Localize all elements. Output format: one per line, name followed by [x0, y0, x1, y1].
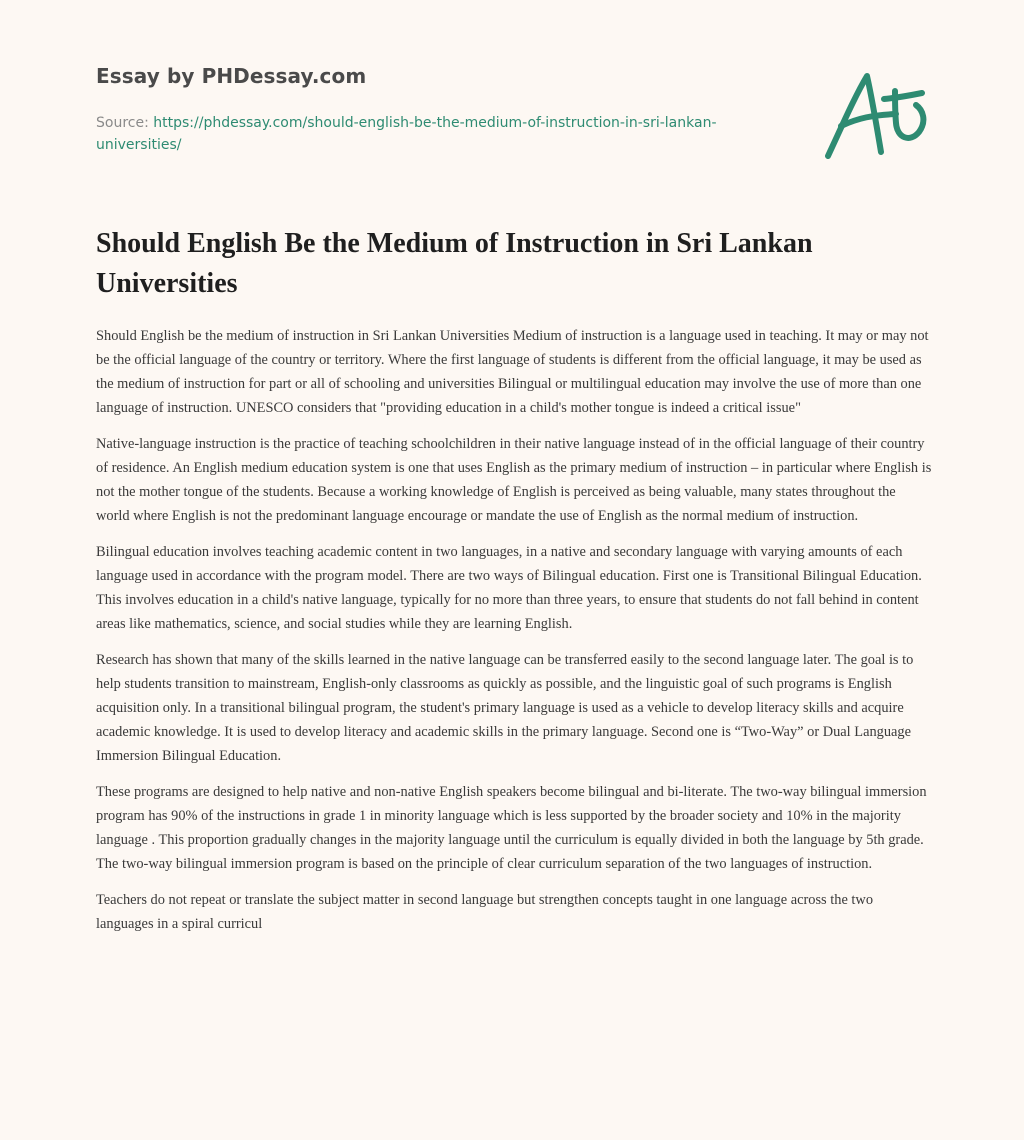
site-brand[interactable]: Essay by PHDessay.com: [96, 64, 367, 88]
source-link[interactable]: https://phdessay.com/should-english-be-the-medium-of-instruction-in-sri-lankan-universities/: [96, 115, 717, 153]
essay-paragraph: These programs are designed to help native and non-native English speakers become bilingual and bi-literate. The two-way bilingual immersion program has 90% of the instructions in grade 1 in minority language which is less supported by the broader society and 10% in the majority language . This proportion gradually changes in the majority language until the curriculum is equally divided in both the language by 5th grade. The two-way bilingual immersion program is based on the principle of clear curriculum separation of the two languages of instruction.: [96, 784, 927, 872]
essay-paragraph: Research has shown that many of the skills learned in the native language can be transferred easily to the second language later. The goal is to help students transition to mainstream, English-only classrooms as quickly as possible, and the linguistic goal of such programs is English acquisition only. In a transitional bilingual program, the student's primary language is used as a vehicle to develop literacy skills and acquire academic knowledge. It is used to develop literacy and academic skills in the primary language. Second one is “Two-Way” or Dual Language Immersion Bilingual Education.: [96, 652, 914, 764]
essay-paragraph: Bilingual education involves teaching academic content in two languages, in a native and secondary language with varying amounts of each language used in accordance with the program model. There are two ways of Bilingual education. First one is Transitional Bilingual Education. This involves education in a child's native language, typically for no more than three years, to ensure that students do not fall behind in content areas like mathematics, science, and social studies while they are learning English.: [96, 544, 922, 632]
source-label: Source:: [96, 115, 149, 131]
page-header: [96, 0, 928, 200]
source-line: [96, 112, 776, 156]
essay-body: [96, 324, 932, 948]
essay-title: Should English Be the Medium of Instruction in Sri Lankan Universities: [96, 228, 813, 299]
essay-paragraph: Teachers do not repeat or translate the subject matter in second language but strengthen concepts taught in one language across the two languages in a spiral curricul: [96, 892, 874, 932]
essay-paragraph: Native-language instruction is the practice of teaching schoolchildren in their native language instead of in the official language of their country of residence. An English medium education system is one that uses English as the primary medium of instruction – in particular where English is not the mother tongue of the students. Because a working knowledge of English is perceived as being valuable, many states throughout the world where English is not the predominant language encourage or mandate the use of English as the normal medium of instruction.: [96, 436, 932, 524]
a-plus-grade-icon: [824, 68, 928, 164]
essay-paragraph: Should English be the medium of instruction in Sri Lankan Universities Medium of instruction is a language used in teaching. It may or may not be the official language of the country or territory. Where the first language of students is different from the official language, it may be used as the medium of instruction for part or all of schooling and universities Bilingual or multilingual education may involve the use of more than one language of instruction. UNESCO considers that "providing education in a child's mother tongue is indeed a critical issue": [96, 328, 929, 416]
